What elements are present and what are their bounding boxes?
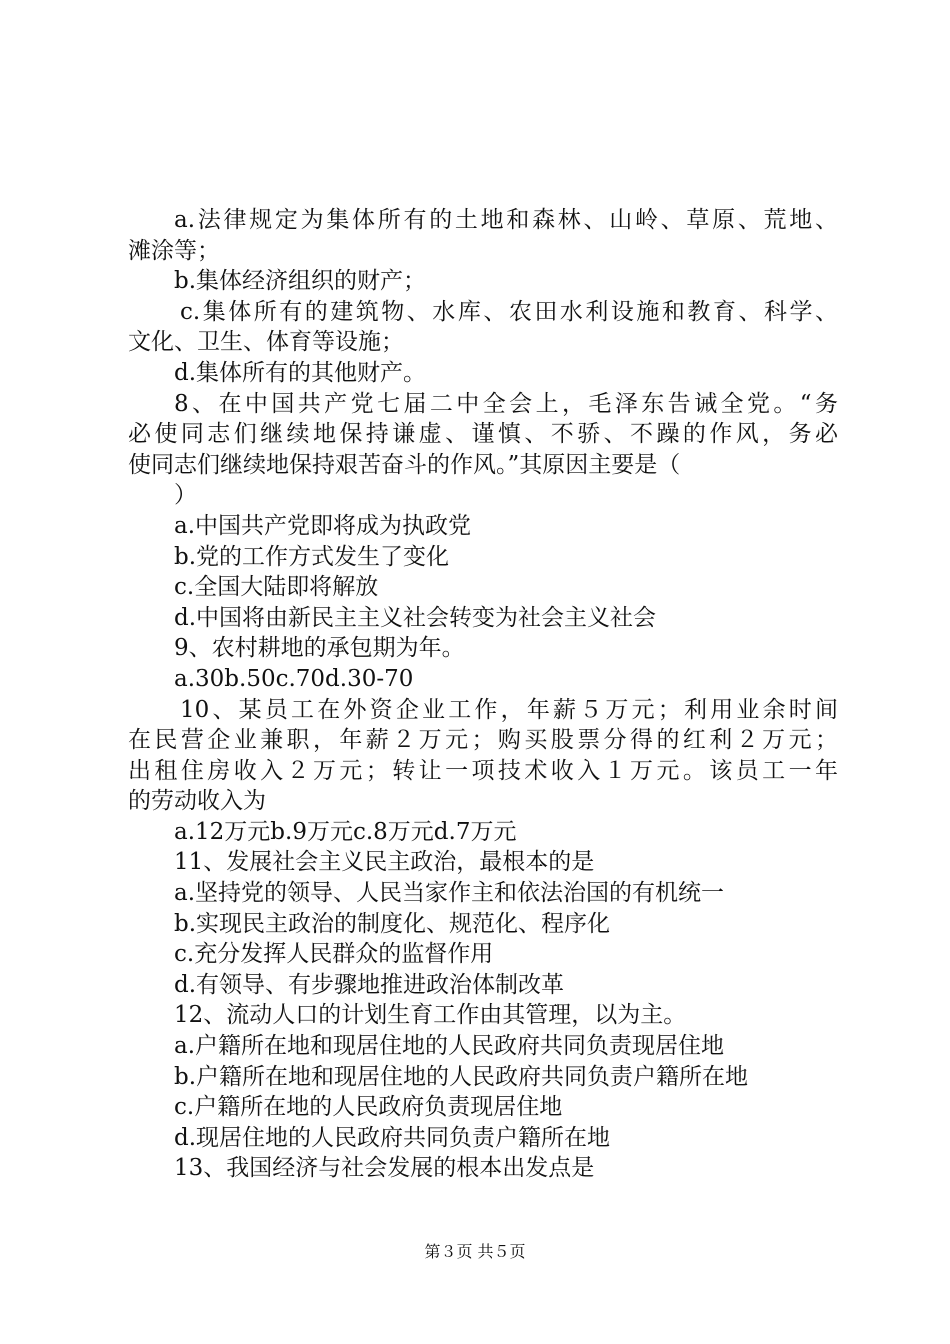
text-line: 9、农村耕地的承包期为年。 [174, 635, 465, 662]
document-body [128, 205, 838, 1184]
text-line: c.户籍所在地的人民政府负责现居住地 [174, 1094, 563, 1121]
text-line: 8、在中国共产党七届二中全会上，毛泽东告诫全党。“务 [174, 390, 838, 417]
text-line: 10、某员工在外资企业工作，年薪５万元；利用业余时间 [180, 696, 838, 723]
text-line: 滩涂等； [128, 237, 220, 264]
text-line: c.集体所有的建筑物、水库、农田水利设施和教育、科学、 [180, 298, 838, 325]
text-line: b.实现民主政治的制度化、规范化、程序化 [174, 910, 611, 937]
text-line: d.有领导、有步骤地推进政治体制改革 [174, 971, 565, 998]
text-line: b.户籍所在地和现居住地的人民政府共同负责户籍所在地 [174, 1063, 749, 1090]
text-line: a.12万元b.9万元c.8万元d.7万元 [174, 818, 517, 845]
text-line: 的劳动收入为 [128, 788, 266, 815]
text-line: 13、我国经济与社会发展的根本出发点是 [174, 1155, 595, 1182]
text-line: d.中国将由新民主主义社会转变为社会主义社会 [174, 604, 657, 631]
text-line: c.全国大陆即将解放 [174, 574, 379, 601]
text-line: a.法律规定为集体所有的土地和森林、山岭、草原、荒地、 [174, 207, 838, 233]
text-line: d.现居住地的人民政府共同负责户籍所在地 [174, 1124, 611, 1151]
text-line: a.中国共产党即将成为执政党 [174, 512, 472, 539]
text-line: 12、流动人口的计划生育工作由其管理，以为主。 [174, 1002, 687, 1029]
text-line: 必使同志们继续地保持谦虚、谨慎、不骄、不躁的作风，务必 [128, 421, 838, 448]
page-footer: 第３页 共５页 [424, 1242, 526, 1261]
text-line: 使同志们继续地保持艰苦奋斗的作风。”其原因主要是（ [128, 451, 681, 478]
text-line: c.充分发挥人民群众的监督作用 [174, 941, 494, 968]
text-line: b.集体经济组织的财产； [174, 268, 427, 295]
text-line: a.30b.50c.70d.30-70 [174, 665, 414, 692]
text-line: ） [174, 482, 197, 509]
text-line: 11、发展社会主义民主政治，最根本的是 [174, 849, 595, 876]
text-line: 出租住房收入２万元；转让一项技术收入１万元。该员工一年 [128, 757, 838, 784]
text-line: a.坚持党的领导、人民当家作主和依法治国的有机统一 [174, 880, 725, 907]
text-line: d.集体所有的其他财产。 [174, 359, 427, 386]
text-line: 文化、卫生、体育等设施； [128, 329, 404, 356]
text-line: b.党的工作方式发生了变化 [174, 543, 450, 570]
text-line: a.户籍所在地和现居住地的人民政府共同负责现居住地 [174, 1033, 725, 1060]
text-line: 在民营企业兼职，年薪２万元；购买股票分得的红利２万元； [128, 727, 838, 754]
